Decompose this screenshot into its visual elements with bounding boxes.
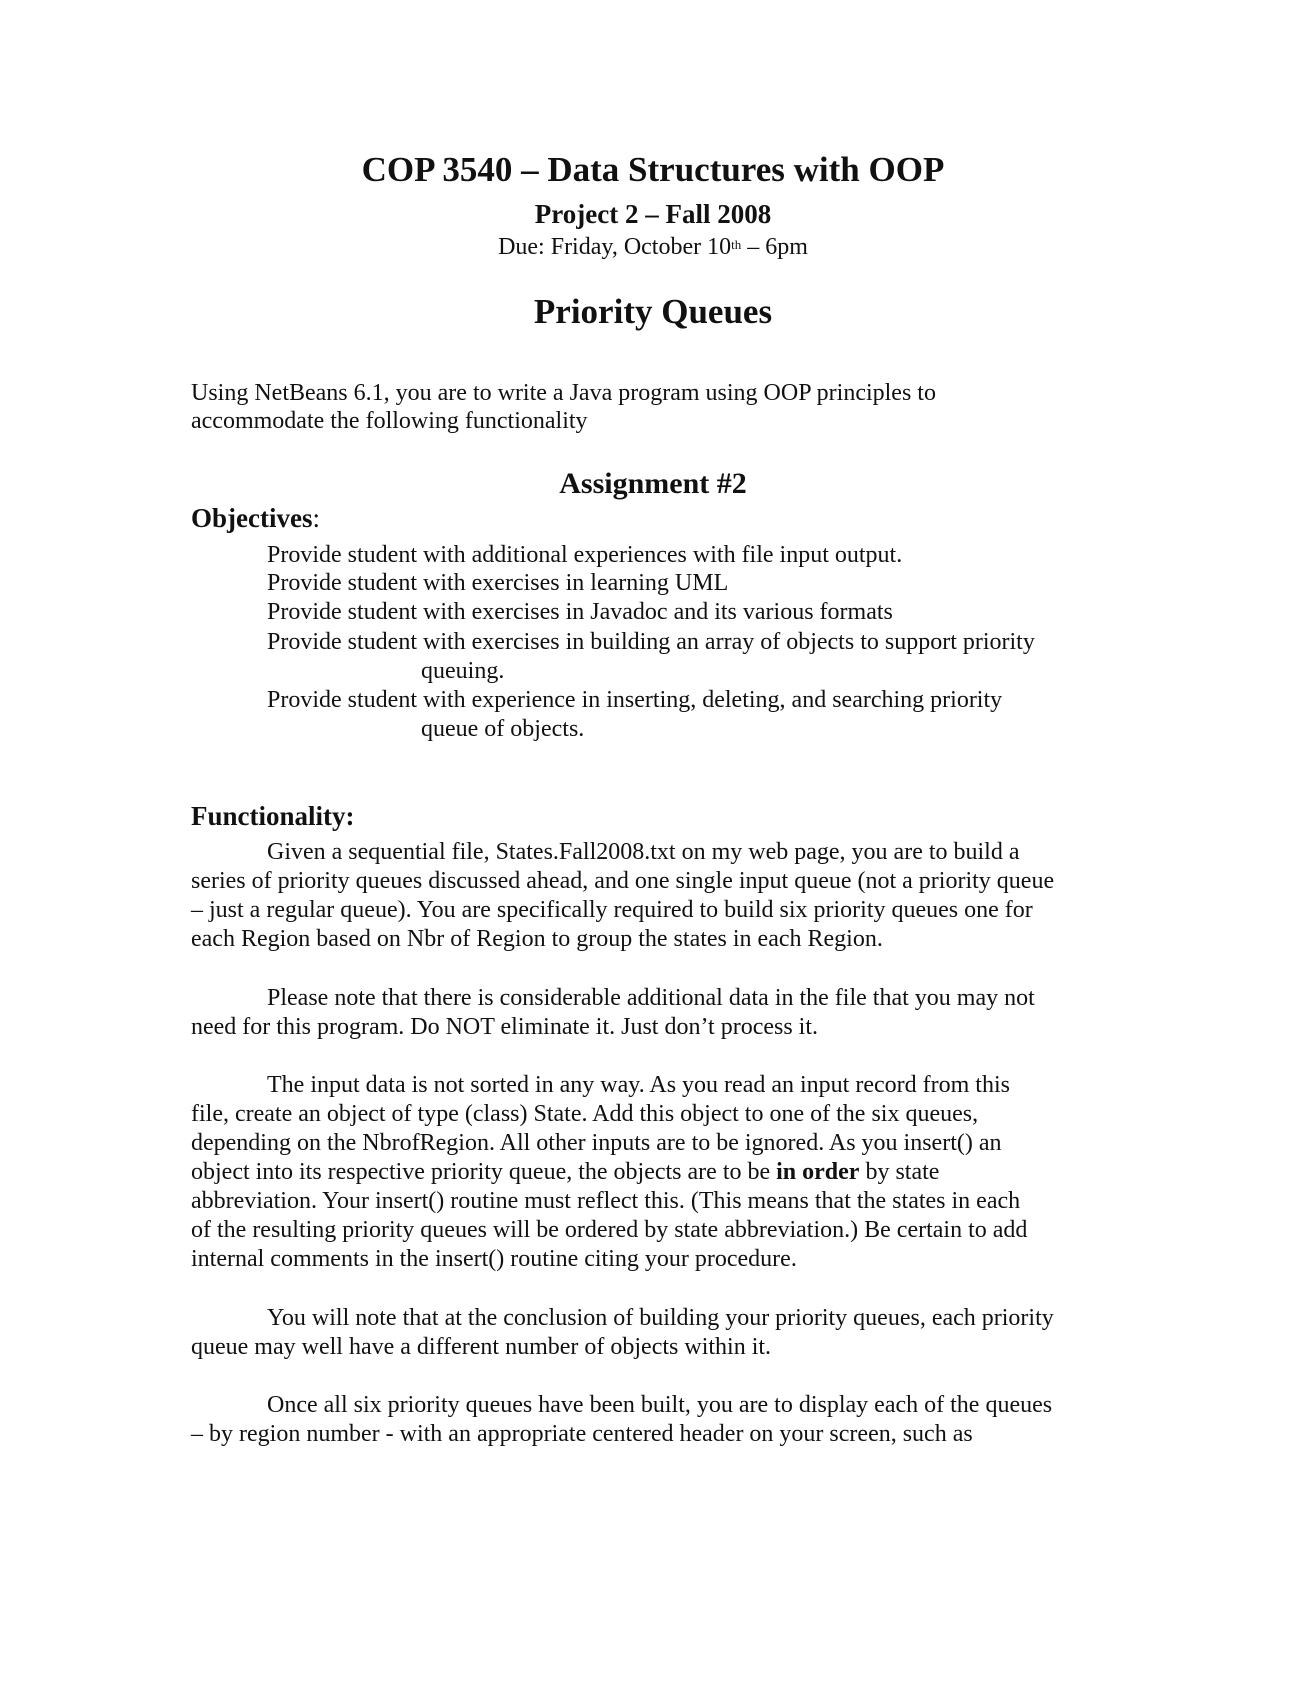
paragraph-line: Please note that there is considerable additional data in the file that you may not <box>267 985 1035 1011</box>
functionality-heading: Functionality: <box>191 801 355 831</box>
paragraph-line: need for this program. Do NOT eliminate it. Just don’t process it. <box>191 1014 819 1040</box>
due-date-ordinal: th <box>731 237 742 252</box>
objective-item: Provide student with experience in inserting, deleting, and searching priority <box>267 687 1003 713</box>
objectives-heading <box>191 502 320 534</box>
paragraph-line: each Region based on Nbr of Region to group the states in each Region. <box>191 926 883 952</box>
due-date <box>0 232 1306 262</box>
objective-item: Provide student with additional experiences with file input output. <box>267 542 903 568</box>
paragraph-line: The input data is not sorted in any way. As you read an input record from this <box>267 1072 1010 1098</box>
due-date-time: – 6pm <box>741 234 808 260</box>
intro-line-1: Using NetBeans 6.1, you are to write a Java program using OOP principles to <box>191 380 936 406</box>
project-subtitle: Project 2 – Fall 2008 <box>534 199 772 229</box>
paragraph-line: Once all six priority queues have been built, you are to display each of the queues <box>267 1392 1053 1418</box>
paragraph-text: by state <box>859 1159 940 1185</box>
paragraph-line: series of priority queues discussed ahead, and one single input queue (not a priority queue <box>191 868 1055 894</box>
assignment-title: Assignment #2 <box>559 467 747 500</box>
paragraph-line: internal comments in the insert() routine citing your procedure. <box>191 1246 797 1272</box>
paragraph-line: depending on the NbrofRegion. All other inputs are to be ignored. As you insert() an <box>191 1130 1002 1156</box>
paragraph-line: – by region number - with an appropriate centered header on your screen, such as <box>191 1421 973 1447</box>
objective-item-continuation: queuing. <box>421 658 505 684</box>
paragraph-line: You will note that at the conclusion of building your priority queues, each priority <box>267 1305 1054 1331</box>
paragraph-line <box>191 1157 939 1187</box>
intro-line-2: accommodate the following functionality <box>191 408 588 434</box>
objective-item: Provide student with exercises in building an array of objects to support priority <box>267 629 1035 655</box>
paragraph-line: queue may well have a different number of objects within it. <box>191 1334 772 1360</box>
objective-item-continuation: queue of objects. <box>421 716 585 742</box>
paragraph-line: file, create an object of type (class) State. Add this object to one of the six queues, <box>191 1101 979 1127</box>
due-date-text: Due: Friday, October 10 <box>498 234 732 260</box>
objective-item: Provide student with exercises in Javadoc and its various formats <box>267 599 893 625</box>
section-title: Priority Queues <box>533 292 773 331</box>
paragraph-line: of the resulting priority queues will be ordered by state abbreviation.) Be certain to add <box>191 1217 1028 1243</box>
paragraph-line: Given a sequential file, States.Fall2008.txt on my web page, you are to build a <box>267 839 1020 865</box>
paragraph-line: – just a regular queue). You are specifically required to build six priority queues one for <box>191 897 1033 923</box>
paragraph-line: abbreviation. Your insert() routine must reflect this. (This means that the states in each <box>191 1188 1021 1214</box>
objective-item: Provide student with exercises in learning UML <box>267 570 729 596</box>
objectives-heading-text: Objectives <box>191 503 313 533</box>
emphasis-in-order: in order <box>776 1159 860 1185</box>
objectives-heading-colon: : <box>312 503 320 533</box>
course-title: COP 3540 – Data Structures with OOP <box>361 150 945 189</box>
paragraph-text: object into its respective priority queue, the objects are to be <box>191 1159 777 1185</box>
